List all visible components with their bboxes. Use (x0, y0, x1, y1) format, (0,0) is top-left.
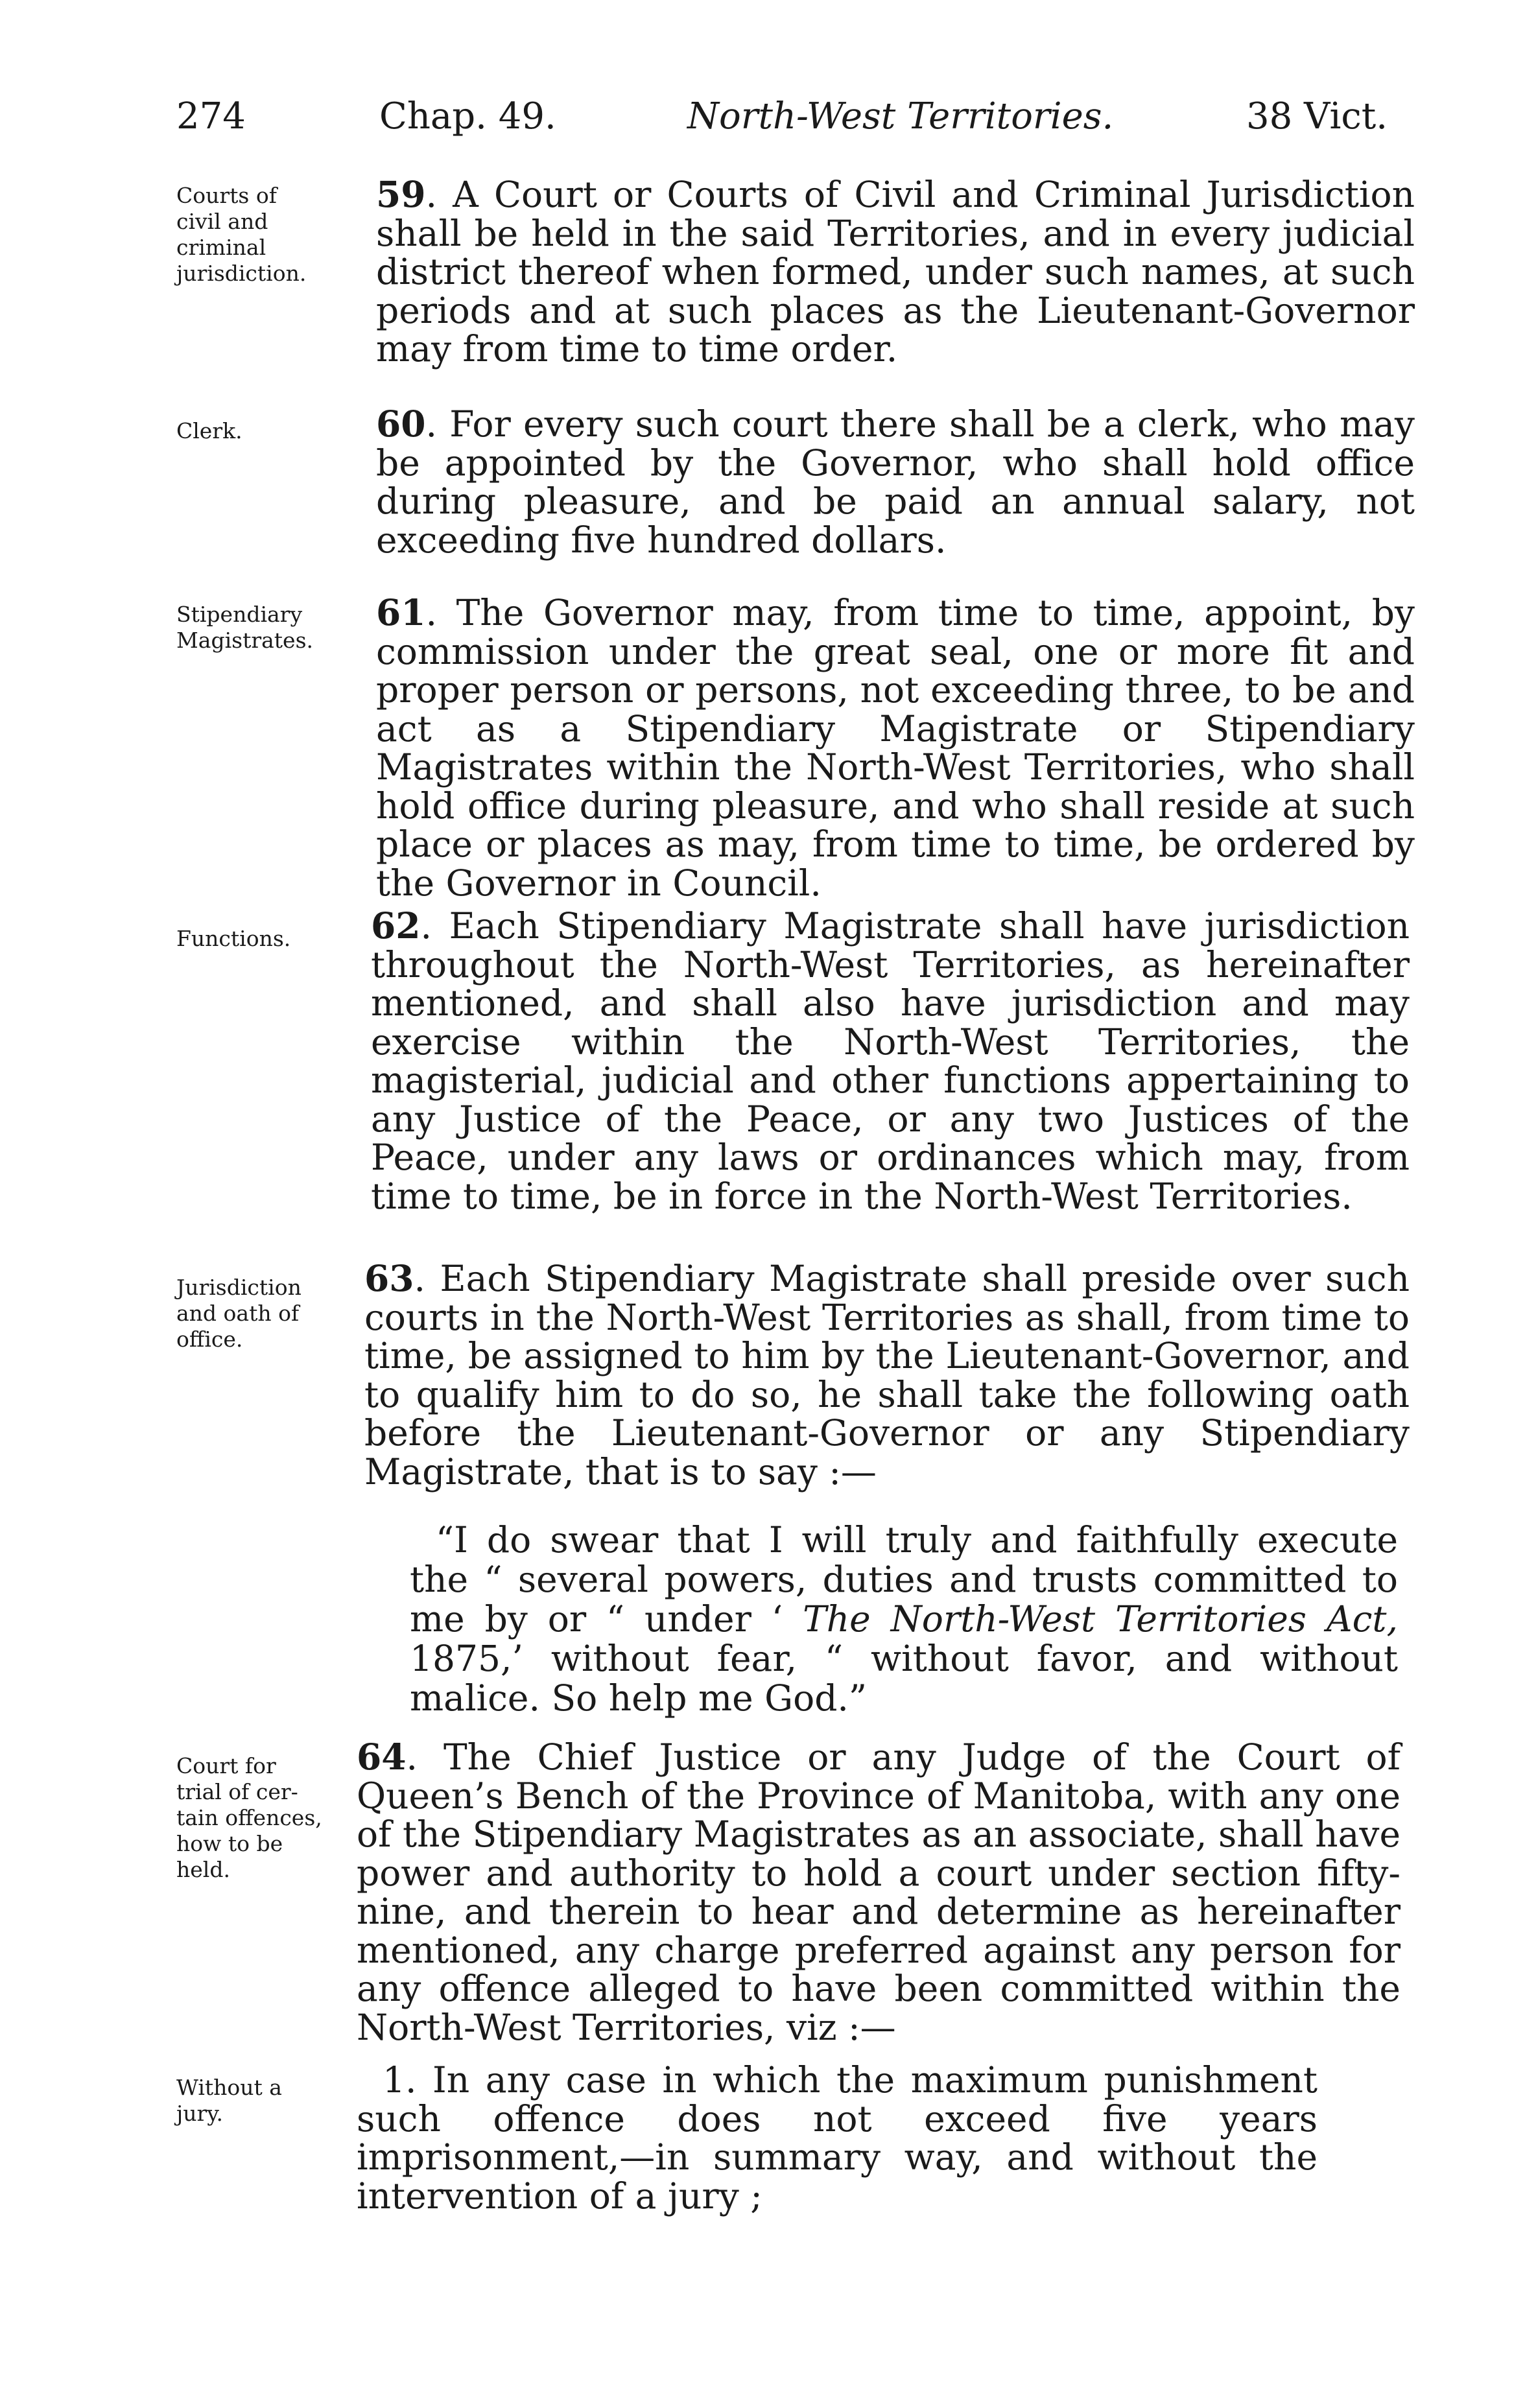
marginal-note-62: Functions. (176, 926, 291, 951)
section-62 (371, 906, 1410, 1216)
section-text: . Each Stipendiary Magistrate shall preside over such courts in the North-West Territories as shall, from time to time, be assigned to him by the Lieutenant-Governor, and to qualify him to do so, he shall take the following oath before the Lieutenant-Governor or any Stipendiary Magistrate, that is to say :— (364, 1258, 1410, 1493)
section-text: . For every such court there shall be a clerk, who may be appointed by the Governor, who shall hold office during pleasure, and be paid an annual salary, not exceeding five hundred dollars. (376, 403, 1415, 561)
marginal-note-subsection-1: Without a jury. (176, 2075, 282, 2126)
marginal-note-61: Stipendiary Magistrates. (176, 602, 314, 653)
marginal-note-60: Clerk. (176, 418, 242, 443)
marginal-note-64: Court for trial of cer- tain offences, how to be held. (176, 1753, 322, 1882)
section-number: 63 (364, 1257, 414, 1299)
oath-text-end: 1875,’ without fear, “ without favor, and without malice. So help me God.” (410, 1638, 1398, 1719)
section-number: 62 (371, 904, 421, 947)
section-number: 59 (376, 173, 426, 215)
section-59 (376, 175, 1415, 369)
section-61 (376, 593, 1415, 903)
subsection-1: 1. In any case in which the maximum punishment such offence does not exceed five years imprisonment,—in summary way, and without the intervention of a jury ; (357, 2059, 1318, 2217)
section-64 (357, 1738, 1401, 2047)
act-title: The North-West Territories Act, (803, 1598, 1398, 1640)
section-text: . The Governor may, from time to time, appoint, by commission under the great seal, one or more fit and proper person or persons, not exceeding three, to be and act as a Stipendiary Magistrate or Stipendiary Magistrates within the North-West Territories, who shall hold office during pleasure, and who shall reside at such place or places as may, from time to time, be ordered by the Governor in Council. (376, 592, 1415, 904)
oath-quotation (410, 1520, 1398, 1718)
section-number: 61 (376, 591, 426, 633)
section-60 (376, 405, 1415, 560)
marginal-note-63: Jurisdiction and oath of office. (176, 1275, 301, 1352)
section-number: 64 (357, 1736, 407, 1778)
page-number: 274 (176, 95, 246, 137)
section-text: . The Chief Justice or any Judge of the Court of Queen’s Bench of the Province of Manitoba, with any one of the Stipendiary Magistrates as an associate, shall have power and authority to hold a court under section fifty-nine, and therein to hear and determine as hereinafter mentioned, any charge preferred against any person for any offence alleged to have been committed within the North-West Territories, viz :— (357, 1736, 1401, 2048)
regnal-year: 38 Vict. (1246, 95, 1388, 137)
section-number: 60 (376, 403, 426, 445)
section-63 (364, 1259, 1410, 1491)
running-title: North-West Territories. (687, 95, 1114, 137)
oath-text-start: “I do swear that I will truly and faithfully execute the “ several powers, duties and trusts committed to me by or “ under ‘ (410, 1519, 1398, 1640)
section-text: . Each Stipendiary Magistrate shall have jurisdiction throughout the North-West Territories, as hereinafter mentioned, and shall also have jurisdiction and may exercise within the North-West Territories, the magisterial, judicial and other functions appertaining to any Justice of the Peace, or any two Justices of the Peace, under any laws or ordinances which may, from time to time, be in force in the North-West Territories. (371, 905, 1410, 1217)
marginal-note-59: Courts of civil and criminal jurisdiction. (176, 183, 307, 286)
chapter-label: Chap. 49. (379, 95, 556, 137)
section-text: . A Court or Courts of Civil and Criminal Jurisdiction shall be held in the said Territories, and in every judicial district thereof when formed, under such names, at such periods and at such places as the Lieutenant-Governor may from time to time order. (376, 174, 1415, 370)
